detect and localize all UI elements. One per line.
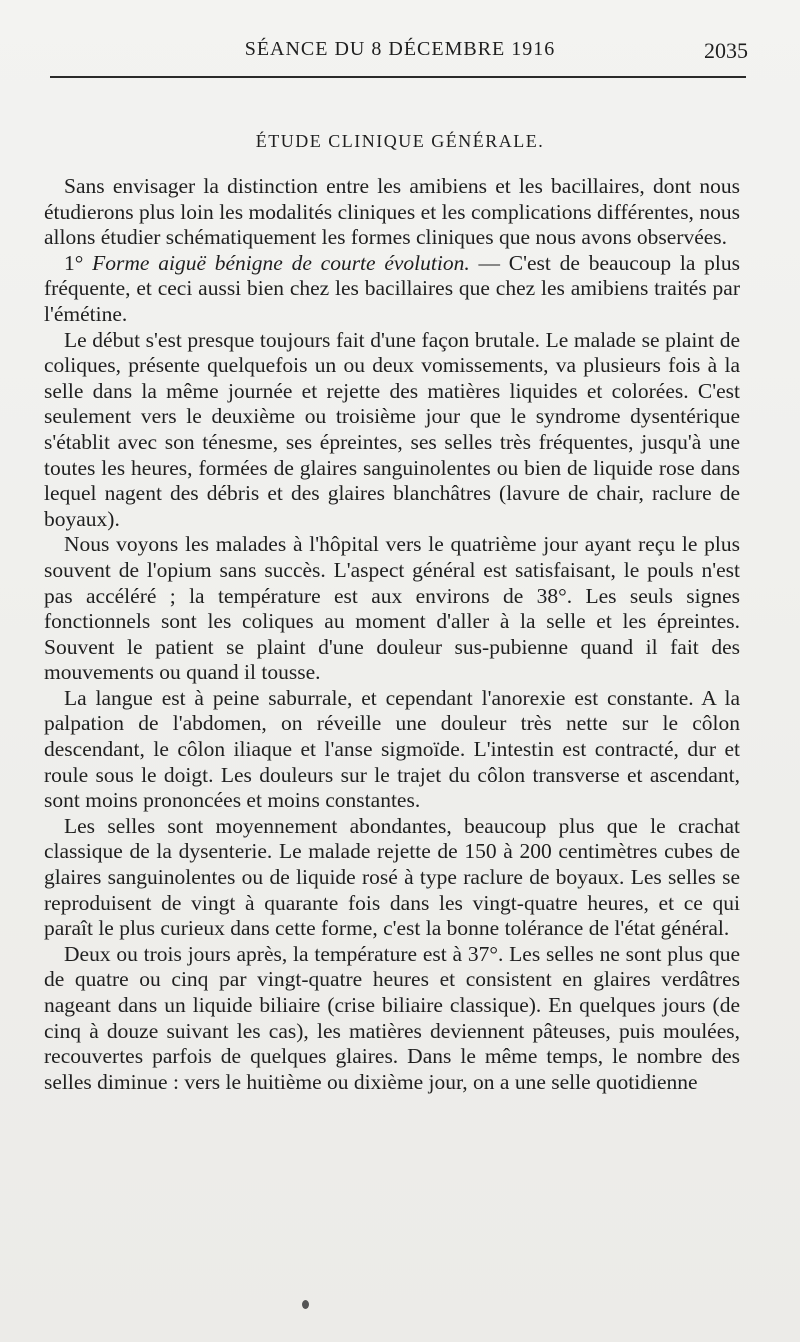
subsection-heading: Forme aiguë bénigne de courte évolution. <box>92 250 470 275</box>
paragraph-forme-aigue <box>44 251 740 328</box>
body-text <box>44 174 740 1095</box>
paragraph-forme-aigue-text: — C'est de beaucoup la plus fréquente, et ceci aussi bien chez les bacillaires que chez les amibiens traités par l'émétine. <box>44 250 740 326</box>
list-number: 1° <box>64 250 93 275</box>
header-rule <box>50 76 746 78</box>
paragraph-debut: Le début s'est presque toujours fait d'une façon brutale. Le malade se plaint de coliques, présente quelquefois un ou deux vomissements, va plusieurs fois à la selle dans la même journée et rejette des matières liquides et colorées. C'est seulement vers le deuxième ou troisième jour que le syndrome dysentérique s'établit avec son ténesme, ses épreintes, ses selles très fréquentes, jusqu'à une toutes les heures, formées de glaires sanguinolentes ou bien de liquide rose dans lequel nagent des débris et des glaires blanchâtres (lavure de chair, raclure de boyaux). <box>44 327 740 531</box>
paragraph-intro: Sans envisager la distinction entre les amibiens et les bacillaires, dont nous étudierons plus loin les modalités cliniques et les complications différentes, nous allons étudier schématiquement les formes cliniques que nous avons observées. <box>44 174 740 250</box>
running-head <box>0 38 800 68</box>
section-title: ÉTUDE CLINIQUE GÉNÉRALE. <box>255 131 545 151</box>
paragraph-evolution: Deux ou trois jours après, la température est à 37°. Les selles ne sont plus que de quatre ou cinq par vingt-quatre heures et consistent en glaires verdâtres nageant dans un liquide biliaire (crise biliaire classique). En quelques jours (de cinq à douze suivant les cas), les matières deviennent pâteuses, puis moulées, recouvertes parfois de quelques glaires. Dans le même temps, le nombre des selles diminue : vers le huitième ou dixième jour, on a une selle quotidienne <box>44 941 740 1094</box>
running-title: SÉANCE DU 8 DÉCEMBRE 1916 <box>244 38 556 60</box>
ink-spot <box>302 1300 309 1309</box>
paragraph-langue: La langue est à peine saburrale, et cependant l'anorexie est constante. A la palpation de l'abdomen, on réveille une douleur très nette sur le côlon descendant, le côlon iliaque et l'anse sigmoïde. L'intestin est contracté, dur et roule sous le doigt. Les douleurs sur le trajet du côlon transverse et ascendant, sont moins prononcées et moins constantes. <box>44 685 740 813</box>
paragraph-hopital: Nous voyons les malades à l'hôpital vers le quatrième jour ayant reçu le plus souvent de l'opium sans succès. L'aspect général est satisfaisant, le pouls n'est pas accéléré ; la température est aux environs de 38°. Les seuls signes fonctionnels sont les coliques au moment d'aller à la selle et les épreintes. Souvent le patient se plaint d'une douleur sus-pubienne quand il fait des mouvements ou quand il tousse. <box>44 532 740 685</box>
paragraph-selles: Les selles sont moyennement abondantes, beaucoup plus que le crachat classique de la dysenterie. Le malade rejette de 150 à 200 centimètres cubes de glaires sanguinolentes ou de liquide rosé à type raclure de boyaux. Les selles se reproduisent de vingt à quarante fois dans les vingt-quatre heures, et ce qui paraît le plus curieux dans cette forme, c'est la bonne tolérance de l'état général. <box>44 813 740 941</box>
page-number: 2035 <box>704 38 748 63</box>
